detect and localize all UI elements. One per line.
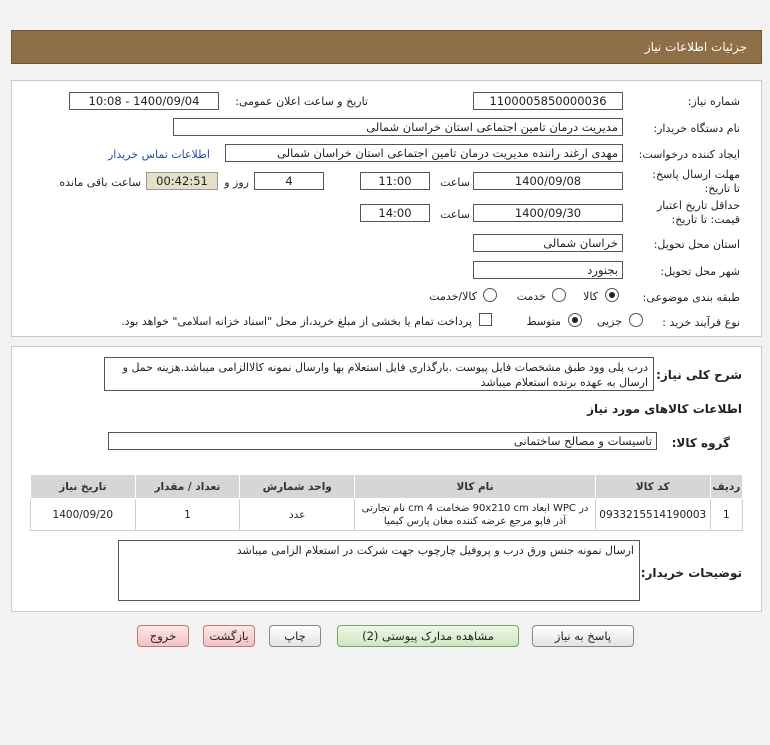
remaining-time-label: ساعت باقی مانده xyxy=(59,176,141,189)
remaining-time-field: 00:42:51 xyxy=(146,172,218,190)
response-time-field: 11:00 xyxy=(360,172,430,190)
goods-group-field: تاسیسات و مصالح ساختمانی xyxy=(108,432,657,450)
response-time-label: ساعت xyxy=(440,176,470,189)
category-option-goods-service: کالا/خدمت xyxy=(429,290,477,303)
purchase-option-minor: جزیی xyxy=(596,315,622,328)
need-number-field: 1100005850000036 xyxy=(473,92,623,110)
category-radio-goods[interactable] xyxy=(605,288,619,302)
price-validity-time-label: ساعت xyxy=(440,208,470,221)
category-radio-service[interactable] xyxy=(552,288,566,302)
purchase-option-medium: متوسط xyxy=(526,315,561,328)
cell-row: 1 xyxy=(710,499,742,531)
buyer-contact-link[interactable]: اطلاعات تماس خریدار xyxy=(108,148,210,161)
price-validity-time-field: 14:00 xyxy=(360,204,430,222)
buyer-notes-text: ارسال نمونه جنس ورق درب و پروفیل چارچوب جهت شرکت در استعلام الزامی میباشد xyxy=(118,540,640,601)
goods-section-title: اطلاعات کالاهای مورد نیاز xyxy=(587,402,742,416)
summary-label: شرح کلی نیاز: xyxy=(656,368,742,382)
column-header-name: نام کالا xyxy=(355,475,596,499)
purchase-radio-medium[interactable] xyxy=(568,313,582,327)
price-validity-date-field: 1400/09/30 xyxy=(473,204,623,222)
buyer-org-field: مدیریت درمان تامین اجتماعی استان خراسان شمالی xyxy=(173,118,623,136)
attachments-button[interactable]: مشاهده مدارک پیوستی (2) xyxy=(337,625,519,647)
treasury-checkbox[interactable] xyxy=(479,313,492,326)
response-days-field: 4 xyxy=(254,172,324,190)
column-header-code: کد کالا xyxy=(595,475,710,499)
purchase-radio-minor[interactable] xyxy=(629,313,643,327)
buyer-notes-label: توضیحات خریدار: xyxy=(640,566,742,580)
category-option-service: خدمت xyxy=(516,290,546,303)
response-deadline-label: مهلت ارسال پاسخ: تا تاریخ: xyxy=(652,168,740,195)
requester-field: مهدی ارغند راننده مدیریت درمان تامین اجتماعی استان خراسان شمالی xyxy=(225,144,623,162)
treasury-note: پرداخت تمام یا بخشی از مبلغ خرید،از محل "اسناد خزانه اسلامی" خواهد بود. xyxy=(121,315,472,328)
cell-name: در WPC ابعاد 90x210 cm ضخامت 4 cm نام تجارتی آذر فاپو مرجع عرضه کننده مغان پارس کیمیا xyxy=(355,499,596,531)
goods-table xyxy=(30,474,743,531)
cell-code: 0933215514190003 xyxy=(595,499,710,531)
reply-button[interactable]: پاسخ به نیاز xyxy=(532,625,634,647)
page-title: جزئیات اطلاعات نیاز xyxy=(11,30,762,64)
cell-date: 1400/09/20 xyxy=(31,499,136,531)
exit-button[interactable]: خروج xyxy=(137,625,189,647)
cell-unit: عدد xyxy=(240,499,355,531)
announce-datetime-label: تاریخ و ساعت اعلان عمومی: xyxy=(235,95,368,108)
column-header-qty: تعداد / مقدار xyxy=(135,475,240,499)
summary-text: درب پلی وود طبق مشخصات فایل پیوست .بارگذاری فایل استعلام بها وارسال نمونه کالاالزامی میباشد.هزینه حمل و ارسال به عهده برنده استعلام میباشد xyxy=(104,357,654,391)
purchase-type-label: نوع فرآیند خرید : xyxy=(662,316,740,329)
price-validity-label: حداقل تاریخ اعتبار قیمت: تا تاریخ: xyxy=(656,199,740,226)
requester-label: ایجاد کننده درخواست: xyxy=(638,148,740,161)
need-number-label: شماره نیاز: xyxy=(687,95,740,108)
delivery-city-field: بجنورد xyxy=(473,261,623,279)
print-button[interactable]: چاپ xyxy=(269,625,321,647)
delivery-province-field: خراسان شمالی xyxy=(473,234,623,252)
column-header-row: ردیف xyxy=(710,475,742,499)
announce-datetime-field: 1400/09/04 - 10:08 xyxy=(69,92,219,110)
delivery-city-label: شهر محل تحویل: xyxy=(660,265,740,278)
response-days-label: روز و xyxy=(224,176,249,189)
delivery-province-label: استان محل تحویل: xyxy=(653,238,740,251)
buyer-org-label: نام دستگاه خریدار: xyxy=(653,122,740,135)
cell-qty: 1 xyxy=(135,499,240,531)
column-header-unit: واحد شمارش xyxy=(240,475,355,499)
table-row xyxy=(31,499,743,531)
category-label: طبقه بندی موضوعی: xyxy=(642,291,740,304)
category-option-goods: کالا xyxy=(583,290,598,303)
column-header-date: تاریخ نیاز xyxy=(31,475,136,499)
response-date-field: 1400/09/08 xyxy=(473,172,623,190)
back-button[interactable]: بازگشت xyxy=(203,625,255,647)
goods-group-label: گروه کالا: xyxy=(671,436,730,450)
category-radio-goods-service[interactable] xyxy=(483,288,497,302)
